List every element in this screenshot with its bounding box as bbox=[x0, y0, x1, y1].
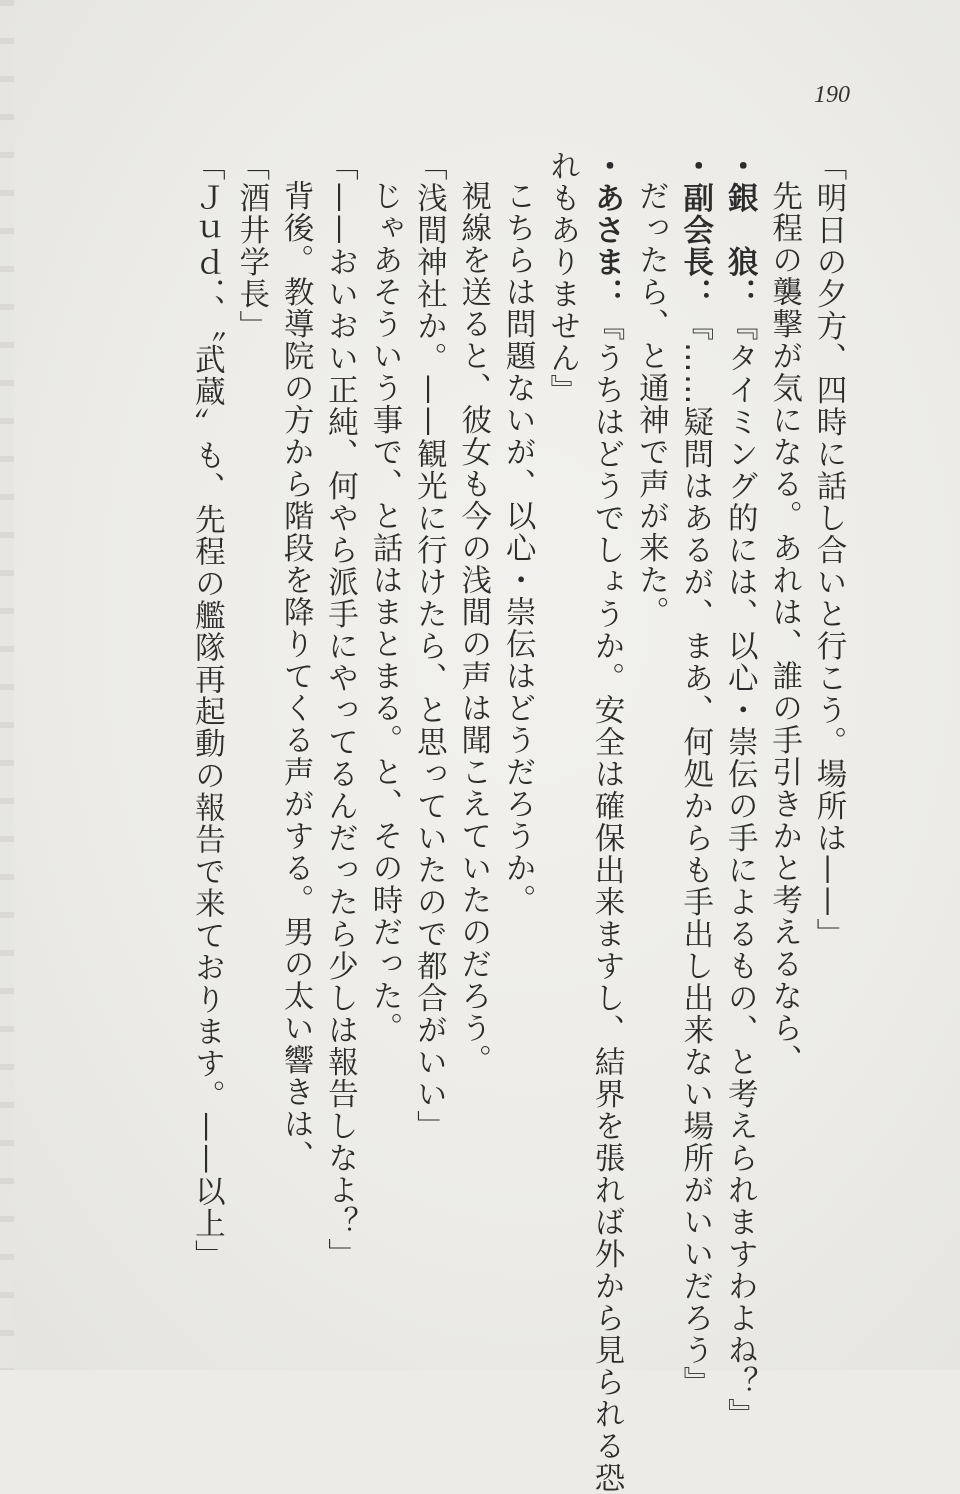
text-line-14: 「酒井学長」 bbox=[233, 150, 269, 342]
speaker-separator: ： bbox=[588, 278, 624, 310]
dialog-text: 『うちはどうでしょうか。安全は確保出来ますし、結界を張れば外から見られる恐 bbox=[588, 310, 624, 1494]
speaker-name: あさま bbox=[588, 182, 624, 278]
speaker-name: 銀 狼 bbox=[722, 182, 758, 278]
bullet-mark: ・ bbox=[677, 150, 713, 182]
page-number: 190 bbox=[814, 82, 850, 108]
text-line-11: じゃあそういう事で、と話はまとまる。と、その時だった。 bbox=[366, 180, 402, 1044]
dialog-line-vice-president bbox=[672, 150, 716, 1398]
vertical-text-body bbox=[150, 150, 850, 1494]
dialog-text: 『……疑問はあるが、まあ、何処からも手出し出来ない場所がいいだろう』 bbox=[677, 310, 713, 1398]
text-line-2: 先程の襲撃が気になる。あれは、誰の手引きかと考えるなら、 bbox=[766, 180, 802, 1076]
dialog-line-asama bbox=[584, 150, 628, 1494]
text-line-8: こちらは問題ないが、以心・崇伝はどうだろうか。 bbox=[500, 180, 536, 916]
dialog-line-ginro bbox=[717, 150, 761, 1430]
bullet-mark: ・ bbox=[722, 150, 758, 182]
text-line-1: 「明日の夕方、四時に話し合いと行こう。場所は——」 bbox=[811, 150, 846, 950]
text-line-5: だったら、と通神で声が来た。 bbox=[633, 180, 669, 628]
binding-edge bbox=[0, 0, 14, 1370]
text-line-7: れもありません』 bbox=[544, 150, 580, 406]
text-line-15: 「Ｊｕｄ．、〝武蔵〟も、先程の艦隊再起動の報告で来ております。——以上」 bbox=[189, 150, 225, 1272]
speaker-separator: ： bbox=[722, 278, 758, 310]
speaker-separator: ： bbox=[677, 278, 713, 310]
dialog-text: 『タイミング的には、以心・崇伝の手によるもの、と考えられますわよね？』 bbox=[722, 310, 758, 1430]
speaker-name: 副会長 bbox=[677, 182, 713, 278]
text-line-9: 視線を送ると、彼女も今の浅間の声は聞こえていたのだろう。 bbox=[455, 180, 491, 1076]
bullet-mark: ・ bbox=[588, 150, 624, 182]
text-line-10: 「浅間神社か。——観光に行けたら、と思っていたので都合がいい」 bbox=[411, 150, 447, 1142]
text-line-12: 「——おいおい正純、何やら派手にやってるんだったら少しは報告しなよ？」 bbox=[322, 150, 358, 1270]
text-line-13: 背後。教導院の方から階段を降りてくる声がする。男の太い響きは、 bbox=[278, 180, 314, 1172]
